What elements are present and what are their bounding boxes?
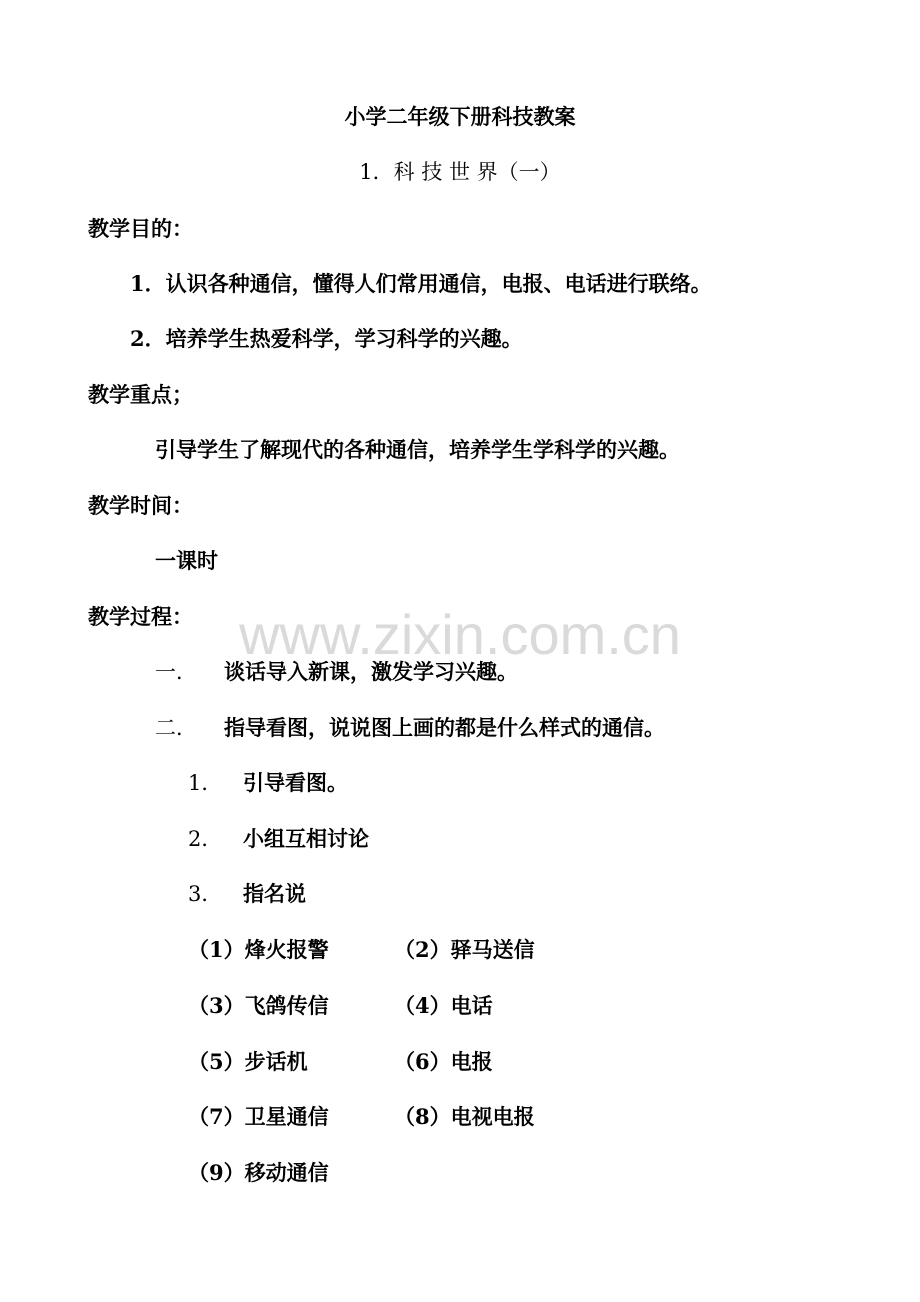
communication-examples-list xyxy=(188,938,594,1217)
step-number: 一． xyxy=(155,660,197,684)
process-heading: 教学过程： xyxy=(88,604,193,629)
example-item: （9）移动通信 xyxy=(188,1160,329,1185)
example-item: （7）卫星通信 xyxy=(188,1104,329,1130)
time-heading: 教学时间： xyxy=(88,493,193,518)
substep-number: 1． xyxy=(188,771,223,795)
key-points-text: 引导学生了解现代的各种通信，培养学生学科学的兴趣。 xyxy=(155,437,680,462)
objectives-heading: 教学目的： xyxy=(88,216,193,241)
substep-text: 指名说 xyxy=(243,881,306,906)
process-substep xyxy=(188,827,369,851)
lesson-subtitle: 1．科 技 世 界（一） xyxy=(359,160,561,184)
process-step xyxy=(155,660,518,684)
objective-item: 1．认识各种通信，懂得人们常用通信，电报、电话进行联络。 xyxy=(130,271,712,296)
key-points-heading: 教学重点； xyxy=(88,382,193,407)
example-item: （4）电话 xyxy=(394,992,493,1018)
substep-number: 2． xyxy=(188,827,223,851)
example-item: （5）步话机 xyxy=(188,1048,308,1074)
process-substep xyxy=(188,882,306,906)
document-title: 小学二年级下册科技教案 xyxy=(344,104,576,129)
example-item: （8）电视电报 xyxy=(394,1104,535,1130)
substep-text: 小组互相讨论 xyxy=(243,826,369,851)
process-substep xyxy=(188,771,348,795)
example-item: （2）驿马送信 xyxy=(394,937,535,962)
example-item: （1）烽火报警 xyxy=(188,937,329,962)
substep-number: 3． xyxy=(188,882,223,906)
step-text: 谈话导入新课，激发学习兴趣。 xyxy=(224,659,518,684)
watermark: www.zixin.com.cn xyxy=(239,603,681,666)
time-text: 一课时 xyxy=(155,548,218,573)
objective-item: 2．培养学生热爱科学，学习科学的兴趣。 xyxy=(130,326,523,351)
substep-text: 引导看图。 xyxy=(243,770,348,795)
example-item: （6）电报 xyxy=(394,1048,493,1074)
process-step xyxy=(155,716,665,740)
step-number: 二． xyxy=(155,716,197,740)
example-item: （3）飞鸽传信 xyxy=(188,992,329,1018)
step-text: 指导看图，说说图上画的都是什么样式的通信。 xyxy=(224,715,665,740)
